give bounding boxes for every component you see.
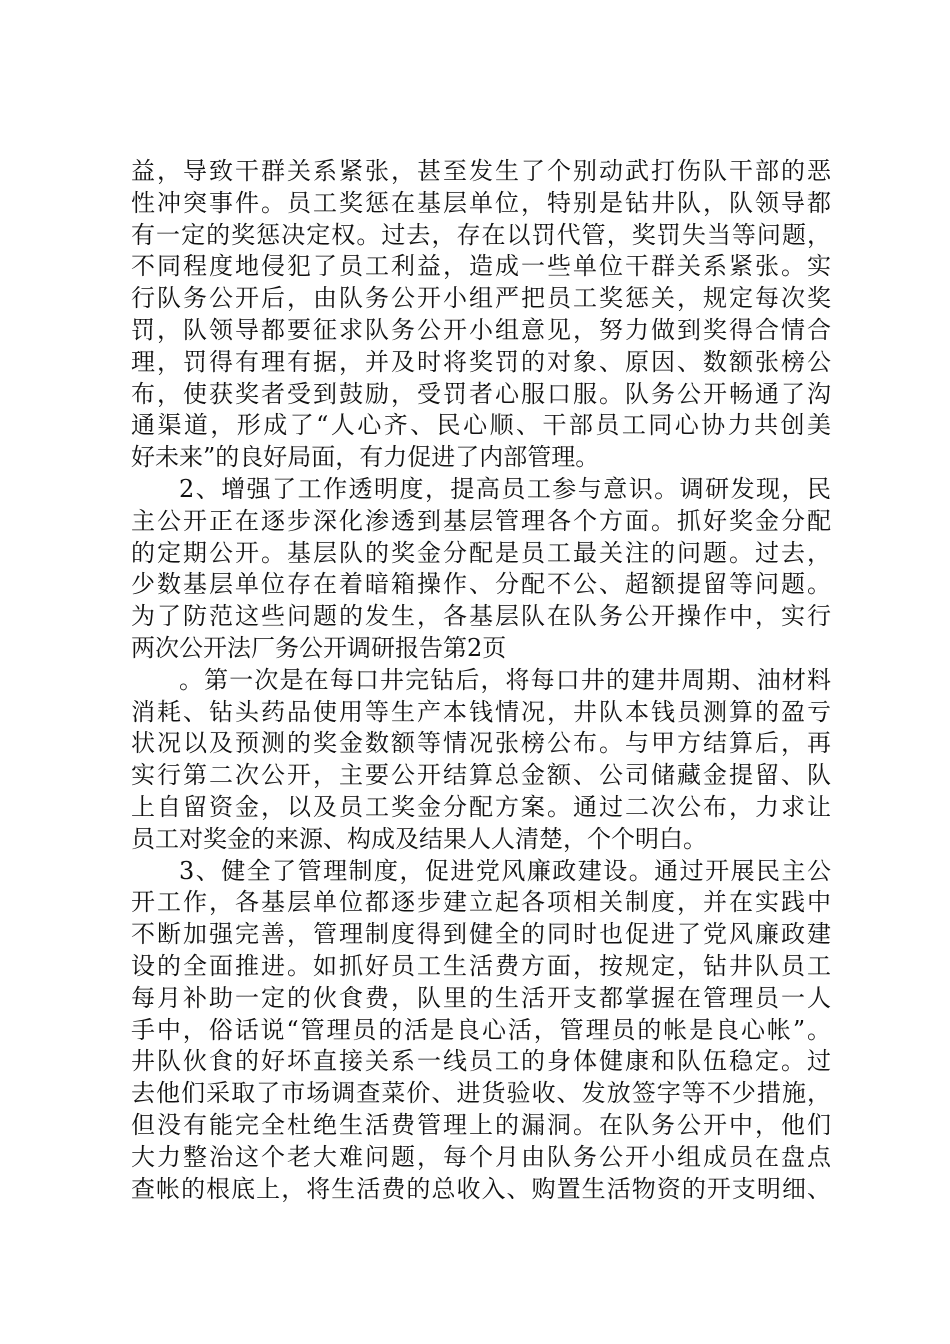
text-line: 查帐的根底上，将生活费的总收入、购置生活物资的开支明细、 (131, 1174, 831, 1203)
text-line: 员工对奖金的来源、构成及结果人人清楚，个个明白。 (131, 824, 707, 853)
text-line: 。第一次是在每口井完钻后，将每口井的建井周期、油材料 (179, 665, 831, 694)
body-text (131, 156, 831, 1205)
text-line: 消耗、钻头药品使用等生产本钱情况，井队本钱员测算的盈亏 (131, 697, 831, 726)
text-line: 布，使获奖者受到鼓励，受罚者心服口服。队务公开畅通了沟 (131, 379, 831, 408)
text-line: 实行第二次公开，主要公开结算总金额、公司储藏金提留、队 (131, 761, 831, 790)
text-line: 有一定的奖惩决定权。过去，存在以罚代管，奖罚失当等问题， (131, 220, 831, 249)
text-line: 性冲突事件。员工奖惩在基层单位，特别是钻井队，队领导都 (131, 188, 831, 217)
text-line: 为了防范这些问题的发生，各基层队在队务公开操作中，实行 (131, 602, 831, 631)
text-line: 每月补助一定的伙食费，队里的生活开支都掌握在管理员一人 (131, 983, 831, 1012)
text-line: 两次公开法厂务公开调研报告第2页 (131, 633, 507, 662)
text-line: 少数基层单位存在着暗箱操作、分配不公、超额提留等问题。 (131, 570, 831, 599)
text-line: 主公开正在逐步深化渗透到基层管理各个方面。抓好奖金分配 (131, 506, 831, 535)
text-line: 大力整治这个老大难问题，每个月由队务公开小组成员在盘点 (131, 1142, 831, 1171)
text-line: 3、健全了管理制度，促进党风廉政建设。通过开展民主公 (179, 856, 831, 885)
text-line: 井队伙食的好坏直接关系一线员工的身体健康和队伍稳定。过 (131, 1047, 831, 1076)
text-line: 的定期公开。基层队的奖金分配是员工最关注的问题。过去， (131, 538, 831, 567)
text-line: 去他们采取了市场调查菜价、进货验收、发放签字等不少措施， (131, 1079, 831, 1108)
text-line: 不同程度地侵犯了员工利益，造成一些单位干群关系紧张。实 (131, 252, 831, 281)
text-line: 开工作，各基层单位都逐步建立起各项相关制度，并在实践中 (131, 888, 831, 917)
text-line: 不断加强完善，管理制度得到健全的同时也促进了党风廉政建 (131, 920, 831, 949)
text-line: 理，罚得有理有据，并及时将奖罚的对象、原因、数额张榜公 (131, 347, 831, 376)
text-line: 益，导致干群关系紧张，甚至发生了个别动武打伤队干部的恶 (131, 157, 831, 185)
text-line: 设的全面推进。如抓好员工生活费方面，按规定，钻井队员工 (131, 951, 831, 980)
text-line: 状况以及预测的奖金数额等情况张榜公布。与甲方结算后，再 (131, 729, 831, 758)
text-line: 但没有能完全杜绝生活费管理上的漏洞。在队务公开中，他们 (131, 1110, 831, 1139)
text-line: 好未来”的良好局面，有力促进了内部管理。 (131, 443, 600, 472)
text-line: 上自留资金，以及员工奖金分配方案。通过二次公布，力求让 (131, 792, 831, 821)
text-line: 2、增强了工作透明度，提高员工参与意识。调研发现，民 (179, 474, 831, 503)
text-line: 通渠道，形成了“人心齐、民心顺、干部员工同心协力共创美 (131, 411, 831, 440)
text-line: 行队务公开后，由队务公开小组严把员工奖惩关，规定每次奖 (131, 284, 831, 313)
text-line: 手中，俗话说“管理员的活是良心活，管理员的帐是良心帐”。 (131, 1015, 831, 1044)
text-line: 罚，队领导都要征求队务公开小组意见，努力做到奖得合情合 (131, 315, 831, 344)
